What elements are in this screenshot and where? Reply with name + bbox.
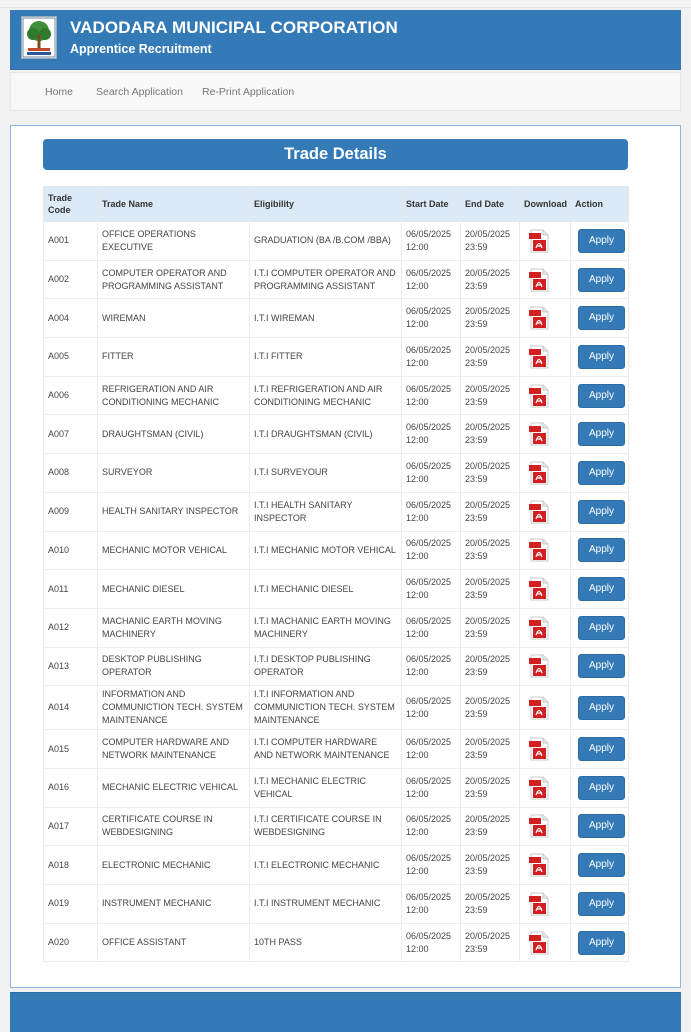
end-time: 23:59 xyxy=(465,708,488,719)
end-date-cell xyxy=(461,570,520,609)
apply-button[interactable]: Apply xyxy=(578,616,625,640)
nav-reprint-application[interactable]: Re-Print Application xyxy=(202,86,295,98)
eligibility-cell: I.T.I INSTRUMENT MECHANIC xyxy=(250,885,402,924)
download-cell xyxy=(520,376,571,415)
org-title: VADODARA MUNICIPAL CORPORATION xyxy=(70,18,398,37)
end-time: 23:59 xyxy=(465,590,488,601)
end-time: 23:59 xyxy=(465,750,488,761)
end-date-cell xyxy=(461,768,520,807)
start-time: 12:00 xyxy=(406,590,429,601)
pdf-icon[interactable] xyxy=(529,931,550,955)
col-header-end-date: End Date xyxy=(461,187,520,222)
table-row xyxy=(44,338,629,377)
action-cell xyxy=(571,647,629,686)
end-date-cell xyxy=(461,923,520,962)
start-time: 12:00 xyxy=(406,943,429,954)
action-cell xyxy=(571,686,629,730)
trade-code-cell: A004 xyxy=(44,299,98,338)
start-time: 12:00 xyxy=(406,667,429,678)
action-cell xyxy=(571,415,629,454)
end-date-cell xyxy=(461,686,520,730)
start-date: 06/05/2025 xyxy=(406,891,452,902)
trade-code-cell: A011 xyxy=(44,570,98,609)
pdf-icon[interactable] xyxy=(529,306,550,330)
start-time: 12:00 xyxy=(406,280,429,291)
start-date: 06/05/2025 xyxy=(406,737,452,748)
start-date: 06/05/2025 xyxy=(406,422,452,433)
action-cell xyxy=(571,376,629,415)
section-title: Trade Details xyxy=(43,139,628,170)
vmc-logo-icon xyxy=(21,16,57,59)
start-date: 06/05/2025 xyxy=(406,538,452,549)
pdf-icon[interactable] xyxy=(529,268,550,292)
end-time: 23:59 xyxy=(465,628,488,639)
start-date: 06/05/2025 xyxy=(406,306,452,317)
table-row xyxy=(44,923,629,962)
end-time: 23:59 xyxy=(465,512,488,523)
end-date-cell xyxy=(461,807,520,846)
trade-name-cell: MECHANIC DIESEL xyxy=(98,570,250,609)
start-date-cell xyxy=(402,807,461,846)
download-cell xyxy=(520,923,571,962)
trade-name-cell: MECHANIC MOTOR VEHICAL xyxy=(98,531,250,570)
end-date-cell xyxy=(461,730,520,769)
download-cell xyxy=(520,299,571,338)
end-date: 20/05/2025 xyxy=(465,538,511,549)
trade-code-cell: A007 xyxy=(44,415,98,454)
start-date-cell xyxy=(402,222,461,261)
start-date-cell xyxy=(402,647,461,686)
start-date-cell xyxy=(402,686,461,730)
pdf-icon[interactable] xyxy=(529,776,550,800)
download-cell xyxy=(520,647,571,686)
eligibility-cell: GRADUATION (BA /B.COM /BBA) xyxy=(250,222,402,261)
start-time: 12:00 xyxy=(406,396,429,407)
end-date: 20/05/2025 xyxy=(465,737,511,748)
pdf-icon[interactable] xyxy=(529,737,550,761)
action-cell xyxy=(571,454,629,493)
table-row xyxy=(44,570,629,609)
trade-code-cell: A005 xyxy=(44,338,98,377)
end-date: 20/05/2025 xyxy=(465,930,511,941)
table-row xyxy=(44,608,629,647)
start-date-cell xyxy=(402,885,461,924)
trade-code-cell: A009 xyxy=(44,492,98,531)
download-cell xyxy=(520,608,571,647)
download-cell xyxy=(520,338,571,377)
pdf-icon[interactable] xyxy=(529,229,550,253)
trade-name-cell: SURVEYOR xyxy=(98,454,250,493)
download-cell xyxy=(520,222,571,261)
table-row xyxy=(44,846,629,885)
apply-button[interactable]: Apply xyxy=(578,654,625,678)
trade-code-cell: A014 xyxy=(44,686,98,730)
eligibility-cell: I.T.I DESKTOP PUBLISHING OPERATOR xyxy=(250,647,402,686)
start-time: 12:00 xyxy=(406,628,429,639)
start-date-cell xyxy=(402,415,461,454)
download-cell xyxy=(520,570,571,609)
start-date: 06/05/2025 xyxy=(406,615,452,626)
end-date-cell xyxy=(461,885,520,924)
trade-name-cell: CERTIFICATE COURSE IN WEBDESIGNING xyxy=(98,807,250,846)
start-date: 06/05/2025 xyxy=(406,775,452,786)
table-header-row xyxy=(44,187,629,222)
end-date-cell xyxy=(461,260,520,299)
end-date: 20/05/2025 xyxy=(465,615,511,626)
trade-details-panel xyxy=(10,125,681,988)
start-time: 12:00 xyxy=(406,788,429,799)
download-cell xyxy=(520,492,571,531)
trade-code-cell: A018 xyxy=(44,846,98,885)
table-row xyxy=(44,454,629,493)
end-date-cell xyxy=(461,647,520,686)
table-row xyxy=(44,299,629,338)
apply-button[interactable]: Apply xyxy=(578,461,625,485)
start-date: 06/05/2025 xyxy=(406,695,452,706)
action-cell xyxy=(571,846,629,885)
action-cell xyxy=(571,570,629,609)
end-time: 23:59 xyxy=(465,943,488,954)
start-date-cell xyxy=(402,376,461,415)
table-row xyxy=(44,492,629,531)
trade-code-cell: A012 xyxy=(44,608,98,647)
table-row xyxy=(44,415,629,454)
trade-code-cell: A008 xyxy=(44,454,98,493)
end-time: 23:59 xyxy=(465,319,488,330)
download-cell xyxy=(520,260,571,299)
col-header-action: Action xyxy=(571,187,629,222)
trade-name-cell: FITTER xyxy=(98,338,250,377)
end-date: 20/05/2025 xyxy=(465,814,511,825)
action-cell xyxy=(571,531,629,570)
end-time: 23:59 xyxy=(465,241,488,252)
eligibility-cell: I.T.I REFRIGERATION AND AIR CONDITIONING MECHANIC xyxy=(250,376,402,415)
start-date-cell xyxy=(402,299,461,338)
action-cell xyxy=(571,768,629,807)
end-date-cell xyxy=(461,415,520,454)
pdf-icon[interactable] xyxy=(529,500,550,524)
trade-code-cell: A006 xyxy=(44,376,98,415)
trade-name-cell: REFRIGERATION AND AIR CONDITIONING MECHANIC xyxy=(98,376,250,415)
start-date-cell xyxy=(402,768,461,807)
trade-code-cell: A015 xyxy=(44,730,98,769)
start-date: 06/05/2025 xyxy=(406,930,452,941)
start-time: 12:00 xyxy=(406,904,429,915)
trade-name-cell: ELECTRONIC MECHANIC xyxy=(98,846,250,885)
start-date: 06/05/2025 xyxy=(406,814,452,825)
col-header-start-date: Start Date xyxy=(402,187,461,222)
eligibility-cell: I.T.I HEALTH SANITARY INSPECTOR xyxy=(250,492,402,531)
trade-code-cell: A017 xyxy=(44,807,98,846)
download-cell xyxy=(520,885,571,924)
end-time: 23:59 xyxy=(465,435,488,446)
pdf-icon[interactable] xyxy=(529,384,550,408)
start-date-cell xyxy=(402,260,461,299)
action-cell xyxy=(571,885,629,924)
download-cell xyxy=(520,686,571,730)
start-date-cell xyxy=(402,454,461,493)
trade-code-cell: A016 xyxy=(44,768,98,807)
end-date: 20/05/2025 xyxy=(465,422,511,433)
start-date: 06/05/2025 xyxy=(406,460,452,471)
apply-button[interactable]: Apply xyxy=(578,538,625,562)
end-date: 20/05/2025 xyxy=(465,853,511,864)
start-time: 12:00 xyxy=(406,473,429,484)
end-date: 20/05/2025 xyxy=(465,383,511,394)
pdf-icon[interactable] xyxy=(529,422,550,446)
end-date: 20/05/2025 xyxy=(465,267,511,278)
pdf-icon[interactable] xyxy=(529,853,550,877)
end-date: 20/05/2025 xyxy=(465,344,511,355)
pdf-icon[interactable] xyxy=(529,345,550,369)
end-time: 23:59 xyxy=(465,473,488,484)
trade-name-cell: COMPUTER OPERATOR AND PROGRAMMING ASSISTANT xyxy=(98,260,250,299)
table-row xyxy=(44,376,629,415)
eligibility-cell: I.T.I MECHANIC ELECTRIC VEHICAL xyxy=(250,768,402,807)
end-date: 20/05/2025 xyxy=(465,775,511,786)
end-time: 23:59 xyxy=(465,357,488,368)
trade-name-cell: MACHANIC EARTH MOVING MACHINERY xyxy=(98,608,250,647)
apply-button[interactable]: Apply xyxy=(578,306,625,330)
start-date-cell xyxy=(402,608,461,647)
apply-button[interactable]: Apply xyxy=(578,345,625,369)
table-row xyxy=(44,647,629,686)
trade-name-cell: DRAUGHTSMAN (CIVIL) xyxy=(98,415,250,454)
eligibility-cell: I.T.I MECHANIC DIESEL xyxy=(250,570,402,609)
action-cell xyxy=(571,807,629,846)
end-time: 23:59 xyxy=(465,667,488,678)
start-date-cell xyxy=(402,846,461,885)
start-date: 06/05/2025 xyxy=(406,654,452,665)
eligibility-cell: 10TH PASS xyxy=(250,923,402,962)
pdf-icon[interactable] xyxy=(529,892,550,916)
end-time: 23:59 xyxy=(465,280,488,291)
apply-button[interactable]: Apply xyxy=(578,776,625,800)
trade-code-cell: A002 xyxy=(44,260,98,299)
pdf-icon[interactable] xyxy=(529,577,550,601)
start-date: 06/05/2025 xyxy=(406,228,452,239)
table-row xyxy=(44,222,629,261)
start-date: 06/05/2025 xyxy=(406,267,452,278)
col-header-eligibility: Eligibility xyxy=(250,187,402,222)
start-date-cell xyxy=(402,338,461,377)
end-time: 23:59 xyxy=(465,788,488,799)
start-time: 12:00 xyxy=(406,241,429,252)
table-row xyxy=(44,768,629,807)
trade-code-cell: A001 xyxy=(44,222,98,261)
apply-button[interactable]: Apply xyxy=(578,696,625,720)
trade-code-cell: A010 xyxy=(44,531,98,570)
apply-button[interactable]: Apply xyxy=(578,814,625,838)
end-date: 20/05/2025 xyxy=(465,306,511,317)
eligibility-cell: I.T.I DRAUGHTSMAN (CIVIL) xyxy=(250,415,402,454)
action-cell xyxy=(571,299,629,338)
end-date-cell xyxy=(461,454,520,493)
download-cell xyxy=(520,730,571,769)
end-date-cell xyxy=(461,338,520,377)
table-row xyxy=(44,686,629,730)
eligibility-cell: I.T.I SURVEYOUR xyxy=(250,454,402,493)
start-time: 12:00 xyxy=(406,435,429,446)
end-date: 20/05/2025 xyxy=(465,228,511,239)
nav-search-application[interactable]: Search Application xyxy=(96,86,183,98)
end-date-cell xyxy=(461,846,520,885)
eligibility-cell: I.T.I ELECTRONIC MECHANIC xyxy=(250,846,402,885)
trade-table xyxy=(43,186,629,962)
action-cell xyxy=(571,338,629,377)
download-cell xyxy=(520,807,571,846)
start-time: 12:00 xyxy=(406,750,429,761)
end-time: 23:59 xyxy=(465,904,488,915)
pdf-icon[interactable] xyxy=(529,654,550,678)
trade-code-cell: A013 xyxy=(44,647,98,686)
trade-name-cell: DESKTOP PUBLISHING OPERATOR xyxy=(98,647,250,686)
pdf-icon[interactable] xyxy=(529,814,550,838)
browser-top-strip xyxy=(0,0,691,8)
action-cell xyxy=(571,222,629,261)
trade-name-cell: WIREMAN xyxy=(98,299,250,338)
end-date-cell xyxy=(461,608,520,647)
apply-button[interactable]: Apply xyxy=(578,577,625,601)
apply-button[interactable]: Apply xyxy=(578,500,625,524)
trade-name-cell: OFFICE ASSISTANT xyxy=(98,923,250,962)
end-date: 20/05/2025 xyxy=(465,695,511,706)
eligibility-cell: I.T.I COMPUTER HARDWARE AND NETWORK MAINTENANCE xyxy=(250,730,402,769)
end-date: 20/05/2025 xyxy=(465,577,511,588)
col-header-trade-name: Trade Name xyxy=(98,187,250,222)
download-cell xyxy=(520,531,571,570)
action-cell xyxy=(571,492,629,531)
end-date-cell xyxy=(461,376,520,415)
start-time: 12:00 xyxy=(406,357,429,368)
start-date-cell xyxy=(402,492,461,531)
table-row xyxy=(44,531,629,570)
start-date: 06/05/2025 xyxy=(406,577,452,588)
end-time: 23:59 xyxy=(465,827,488,838)
trade-name-cell: OFFICE OPERATIONS EXECUTIVE xyxy=(98,222,250,261)
site-header xyxy=(10,10,681,70)
end-time: 23:59 xyxy=(465,551,488,562)
apply-button[interactable]: Apply xyxy=(578,422,625,446)
start-date: 06/05/2025 xyxy=(406,383,452,394)
trade-code-cell: A020 xyxy=(44,923,98,962)
site-footer xyxy=(10,992,681,1032)
trade-name-cell: INSTRUMENT MECHANIC xyxy=(98,885,250,924)
start-time: 12:00 xyxy=(406,708,429,719)
start-date-cell xyxy=(402,531,461,570)
download-cell xyxy=(520,454,571,493)
table-row xyxy=(44,885,629,924)
end-time: 23:59 xyxy=(465,866,488,877)
org-subtitle: Apprentice Recruitment xyxy=(70,42,212,56)
table-row xyxy=(44,730,629,769)
pdf-icon[interactable] xyxy=(529,696,550,720)
trade-name-cell: COMPUTER HARDWARE AND NETWORK MAINTENANCE xyxy=(98,730,250,769)
top-navbar xyxy=(10,72,681,111)
pdf-icon[interactable] xyxy=(529,461,550,485)
end-time: 23:59 xyxy=(465,396,488,407)
end-date-cell xyxy=(461,222,520,261)
eligibility-cell: I.T.I WIREMAN xyxy=(250,299,402,338)
nav-home[interactable]: Home xyxy=(45,86,74,98)
action-cell xyxy=(571,923,629,962)
end-date: 20/05/2025 xyxy=(465,654,511,665)
apply-button[interactable]: Apply xyxy=(578,229,625,253)
col-header-download: Download xyxy=(520,187,571,222)
start-time: 12:00 xyxy=(406,512,429,523)
eligibility-cell: I.T.I CERTIFICATE COURSE IN WEBDESIGNING xyxy=(250,807,402,846)
start-date: 06/05/2025 xyxy=(406,853,452,864)
download-cell xyxy=(520,768,571,807)
download-cell xyxy=(520,415,571,454)
start-time: 12:00 xyxy=(406,551,429,562)
apply-button[interactable]: Apply xyxy=(578,268,625,292)
eligibility-cell: I.T.I COMPUTER OPERATOR AND PROGRAMMING ASSISTANT xyxy=(250,260,402,299)
download-cell xyxy=(520,846,571,885)
start-time: 12:00 xyxy=(406,866,429,877)
apply-button[interactable]: Apply xyxy=(578,737,625,761)
start-time: 12:00 xyxy=(406,827,429,838)
start-date: 06/05/2025 xyxy=(406,344,452,355)
eligibility-cell: I.T.I MECHANIC MOTOR VEHICAL xyxy=(250,531,402,570)
apply-button[interactable]: Apply xyxy=(578,853,625,877)
eligibility-cell: I.T.I MACHANIC EARTH MOVING MACHINERY xyxy=(250,608,402,647)
table-row xyxy=(44,807,629,846)
end-date: 20/05/2025 xyxy=(465,499,511,510)
action-cell xyxy=(571,260,629,299)
trade-name-cell: MECHANIC ELECTRIC VEHICAL xyxy=(98,768,250,807)
start-date: 06/05/2025 xyxy=(406,499,452,510)
trade-name-cell: HEALTH SANITARY INSPECTOR xyxy=(98,492,250,531)
end-date: 20/05/2025 xyxy=(465,891,511,902)
start-date-cell xyxy=(402,923,461,962)
end-date-cell xyxy=(461,492,520,531)
end-date-cell xyxy=(461,531,520,570)
action-cell xyxy=(571,608,629,647)
end-date-cell xyxy=(461,299,520,338)
pdf-icon[interactable] xyxy=(529,616,550,640)
start-date-cell xyxy=(402,730,461,769)
col-header-trade-code: Trade Code xyxy=(44,187,98,222)
end-date: 20/05/2025 xyxy=(465,460,511,471)
apply-button[interactable]: Apply xyxy=(578,892,625,916)
action-cell xyxy=(571,730,629,769)
start-date-cell xyxy=(402,570,461,609)
eligibility-cell: I.T.I INFORMATION AND COMMUNICTION TECH. SYSTEM MAINTENANCE xyxy=(250,686,402,730)
trade-code-cell: A019 xyxy=(44,885,98,924)
apply-button[interactable]: Apply xyxy=(578,931,625,955)
pdf-icon[interactable] xyxy=(529,538,550,562)
apply-button[interactable]: Apply xyxy=(578,384,625,408)
trade-name-cell: INFORMATION AND COMMUNICTION TECH. SYSTEM MAINTENANCE xyxy=(98,686,250,730)
start-time: 12:00 xyxy=(406,319,429,330)
table-row xyxy=(44,260,629,299)
eligibility-cell: I.T.I FITTER xyxy=(250,338,402,377)
